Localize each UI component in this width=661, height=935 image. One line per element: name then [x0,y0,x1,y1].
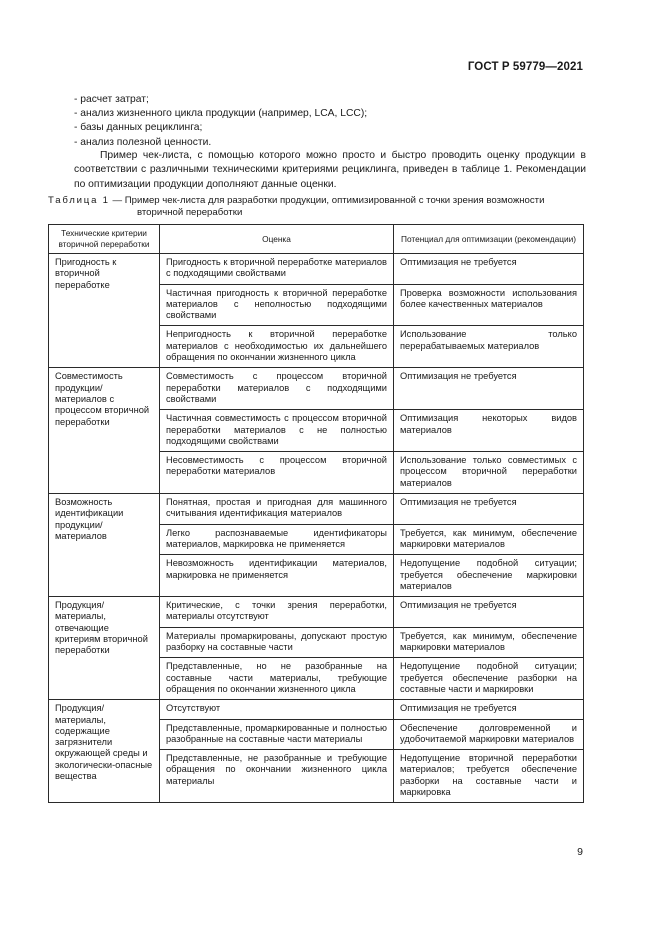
header-recommendation: Потенциал для оптимизации (рекомендации) [394,225,584,254]
recommendation-cell: Использование только совместимых с процессом вторичной переработки материалов [394,452,584,494]
recommendation-cell: Использование только перерабатываемых материалов [394,326,584,368]
document-code: ГОСТ Р 59779—2021 [467,61,583,73]
criterion-cell: Пригодность к вторичной переработке [49,254,160,368]
recommendation-cell: Оптимизация не требуется [394,700,584,719]
bullet-item: - расчет затрат; [74,94,149,105]
recommendation-cell: Требуется, как минимум, обеспечение маркировки материалов [394,524,584,555]
table-row [49,597,584,628]
table-header-row [49,225,584,254]
assessment-cell: Несовместимость с процессом вторичной переработки материалов [160,452,394,494]
bullet-item: - базы данных рециклинга; [74,122,203,134]
recommendation-cell: Проверка возможности использования более качественных материалов [394,284,584,326]
table-row [49,700,584,719]
recommendation-cell: Недопущение вторичной переработки материалов; требуется обеспечение разборки на составные части и маркировка [394,750,584,803]
criterion-cell: Возможность идентификации продукции/ материалов [49,494,160,597]
recommendation-cell: Недопущение подобной ситуации; требуется обеспечение разборки на составные части и маркировки [394,658,584,700]
recommendation-cell: Недопущение подобной ситуации; требуется обеспечение маркировки материалов [394,555,584,597]
table-caption-continuation: вторичной переработки [137,207,243,219]
intro-bullet-list [74,93,594,150]
page-number: 9 [577,846,583,858]
bullet-item: - анализ жизненного цикла продукции (например, LCA, LCC); [74,108,368,120]
recommendation-cell: Оптимизация не требуется [394,597,584,628]
assessment-cell: Представленные, не разобранные и требующие обращения по окончании жизненного цикла материалы [160,750,394,803]
assessment-cell: Представленные, промаркированные и полностью разобранные на составные части материалы [160,719,394,750]
assessment-cell: Материалы промаркированы, допускают простую разборку на составные части [160,627,394,658]
checklist-table [48,224,584,803]
assessment-cell: Частичная совместимость с процессом вторичной переработки материалов с не полностью подходящими свойствами [160,410,394,452]
assessment-cell: Пригодность к вторичной переработке материалов с подходящими свойствами [160,254,394,285]
assessment-cell: Непригодность к вторичной переработке материалов с необходимостью их дальнейшего обращения по окончании жизненного цикла [160,326,394,368]
table-row [49,254,584,285]
recommendation-cell: Оптимизация не требуется [394,368,584,410]
recommendation-cell: Требуется, как минимум, обеспечение маркировки материалов [394,627,584,658]
recommendation-cell: Оптимизация не требуется [394,254,584,285]
assessment-cell: Невозможность идентификации материалов, маркировка не применяется [160,555,394,597]
assessment-cell: Представленные, но не разобранные на составные части материалы, требующие обращения по окончании жизненного цикла [160,658,394,700]
table-caption-text: — Пример чек-листа для разработки продукции, оптимизированной с точки зрения возможности [109,195,545,206]
recommendation-cell: Оптимизация некоторых видов материалов [394,410,584,452]
header-assessment: Оценка [160,225,394,254]
criterion-cell: Совместимость продукции/ материалов с процессом вторичной переработки [49,368,160,494]
criterion-cell: Продукция/ материалы, отвечающие критериям вторичной переработки [49,597,160,700]
assessment-cell: Легко распознаваемые идентификаторы материалов, маркировка не применяется [160,524,394,555]
table-row [49,494,584,525]
criterion-cell: Продукция/ материалы, содержащие загрязнители окружающей среды и экологически-опасные вещества [49,700,160,803]
assessment-cell: Частичная пригодность к вторичной переработке материалов с неполностью подходящими свойствами [160,284,394,326]
table-caption [48,195,584,220]
header-criteria: Технические критерии вторичной переработки [49,225,160,254]
bullet-item: - анализ полезной ценности. [74,136,212,148]
table-caption-label: Таблица 1 [48,195,110,206]
assessment-cell: Понятная, простая и пригодная для машинного считывания идентификация материалов [160,494,394,525]
assessment-cell: Совместимость с процессом вторичной переработки материалов с подходящими свойствами [160,368,394,410]
table-row [49,368,584,410]
assessment-cell: Отсутствуют [160,700,394,719]
recommendation-cell: Оптимизация не требуется [394,494,584,525]
recommendation-cell: Обеспечение долговременной и удобочитаемой маркировки материалов [394,719,584,750]
assessment-cell: Критические, с точки зрения переработки, материалы отсутствуют [160,597,394,628]
intro-paragraph: Пример чек-листа, с помощью которого можно просто и быстро проводить оценку продукции в соответствии с различными техническими критериями рециклинга, приведен в таблице 1. Рекомендации по оптимизации продукции дополняют данные оценки. [74,150,586,190]
